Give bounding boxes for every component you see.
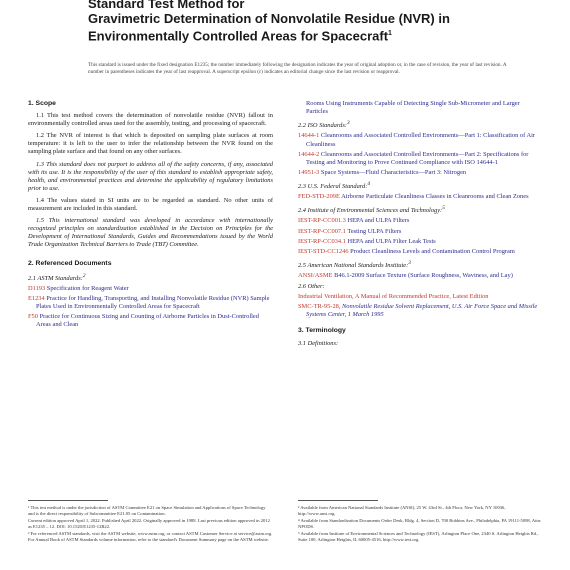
ref-f50[interactable]: F50 Practice for Continuous Sizing and Counting of Airborne Particles in Dust-Controlled Areas and Clean (28, 313, 259, 329)
scope-para-1-1: 1.1 This test method covers the determination of nonvolatile residue (NVR) fallout in environmentally controlled areas used for the assembly, testing, and processing of spacecraft. (28, 112, 273, 128)
ref-f50-continuation[interactable]: Rooms Using Instruments Capable of Detecting Single Sub-Micrometer and Larger Particles (306, 100, 520, 116)
ref-fed-std-209e[interactable]: FED-STD-209E Airborne Particulate Cleanliness Classes in Cleanrooms and Clean Zones (298, 193, 529, 201)
us-heading: 2.3 U.S. Federal Standard:$^4$ (298, 180, 371, 190)
scope-para-1-3: 1.3 This standard does not purport to address all of the safety concerns, if any, associated with its use. It is the responsibility of the user of this standard to establish appropriate safety, health, and environmental practices and determine the applicability of regulatory limitations prior to use. (28, 160, 273, 192)
refdocs-heading: 2. Referenced Documents (28, 259, 112, 267)
title-line-3: Environmentally Controlled Areas for Spacecraft$^1$ (88, 28, 392, 44)
left-column (28, 100, 273, 331)
iest-heading: 2.4 Institute of Environmental Sciences and Technology:$^5$ (298, 205, 445, 215)
footnote-4: ⁴ Available from Standardization Documents Order Desk, Bldg. 4, Section D, 700 Robbins Ave., Philadelphia, PA 19111-5098, Attn: NPODS. (298, 518, 542, 529)
footnote-rule-left (28, 500, 108, 501)
title-footnote-mark: 1 (388, 30, 392, 37)
scope-para-1-4: 1.4 The values stated in SI units are to be regarded as standard. No other units of measurement are included in this standard. (28, 196, 273, 213)
terminology-heading: 3. Terminology (298, 327, 346, 335)
iso-heading: 2.2 ISO Standards:$^3$ (298, 120, 350, 130)
ref-e1234[interactable]: E1234 Practice for Handling, Transporting, and Installing Nonvolatile Residue (NVR) Sample Plates Used in Environmentally Controlled Areas for Spacecraft (28, 294, 270, 310)
footnote-1-edition: Current edition approved April 1, 2022. Published April 2022. Originally approved in 1988. Last previous edition approved in 2012 as E1235 – 12. DOI: 10.1520/E1235-12R22. (28, 518, 270, 529)
other-heading: 2.6 Other: (298, 283, 325, 291)
definitions-heading: 3.1 Definitions: (298, 339, 339, 347)
scope-heading: 1. Scope (28, 100, 56, 107)
ref-iso-14951-3[interactable]: 14951-3 Space Systems—Fluid Characteristics—Part 3: Nitrogen (298, 168, 467, 176)
document-title (88, 0, 488, 43)
title-line-2: Gravimetric Determination of Nonvolatile Residue (NVR) in (88, 11, 450, 26)
footnote-rule-right (298, 500, 378, 501)
scope-para-1-5: 1.5 This international standard was developed in accordance with internationally recognized principles on standardization established in the Decision on Principles for the Development of International Standards, Guides and Recommendations issued by the World Trade Organization Technical Barriers to Trade (TBT) Committee. (28, 217, 273, 249)
footnotes-right (298, 505, 543, 545)
ref-iso-14644-1[interactable]: 14644-1 Cleanrooms and Associated Controlled Environments—Part 1: Classification of Air Cleanliness (298, 132, 535, 148)
ref-d1193[interactable]: D1193 Specification for Reagent Water (28, 284, 129, 292)
ref-industrial-ventilation[interactable]: Industrial Ventilation, A Manual of Recommended Practice, Latest Edition (298, 293, 489, 301)
astm-heading: 2.1 ASTM Standards:$^2$ (28, 272, 86, 282)
designation-notice: This standard is issued under the fixed designation E1235; the number immediately following the designation indicates the year of original adoption or, in the case of revision, the year of last revision. A number in parentheses indicates the year of last reapproval. A superscript epsilon (ε) indicates an editorial change since the last revision or reapproval. (88, 62, 507, 75)
ref-iest-cc007[interactable]: IEST-RP-CC007.1 Testing ULPA Filters (298, 227, 402, 235)
ref-iest-cc1246[interactable]: IEST-STD-CC1246 Product Cleanliness Levels and Contamination Control Program (298, 247, 515, 255)
footnote-3: ³ Available from American National Standards Institute (ANSI), 25 W. 43rd St., 4th Floor, New York, NY 10036, http://www.ansi.org. (298, 505, 506, 516)
ref-iest-cc034[interactable]: IEST-RP-CC034.1 HEPA and ULPA Filter Leak Tests (298, 237, 436, 245)
right-column (298, 100, 543, 350)
footnote-5: ⁵ Available from Institute of Environmental Sciences and Technology (IEST), Arlington Place One, 2340 S. Arlington Heights Rd., Suite 100, Arlington Heights, IL 60005-4516, http://www.iest.org. (298, 531, 539, 542)
scope-para-1-2: 1.2 The NVR of interest is that which is deposited on sampling plate surfaces at room temperature: it is left to the user to infer the relationship between the NVR found on the sampling plate surface and that found on any other surfaces. (28, 132, 273, 156)
footnotes-left (28, 505, 273, 545)
footnote-2: ² For referenced ASTM standards, visit the ASTM website, www.astm.org, or contact ASTM Customer Service at service@astm.org. For Annual Book of ASTM Standards volume information, refer to the standard's Document Summary page on the ASTM website. (28, 531, 273, 542)
title-line-1: Standard Test Method for (88, 0, 245, 11)
ansi-heading: 2.5 American National Standards Institute:$^3$ (298, 259, 411, 269)
ref-smc-tr-95-28[interactable]: SMC-TR-95-28, Nonvolatile Residue Solvent Replacement, U.S. Air Force Space and Missile Systems Center, 1 March 1995 (298, 303, 538, 319)
footnote-1: ¹ This test method is under the jurisdiction of ASTM Committee E21 on Space Simulation and Applications of Space Technology and is the direct responsibility of Subcommittee E21.05 on Contamination. (28, 505, 266, 516)
ref-iest-cc001[interactable]: IEST-RP-CC001.3 HEPA and ULPA Filters (298, 217, 410, 225)
ref-ansi-b46[interactable]: ANSI/ASME B46.1-2009 Surface Texture (Surface Roughness, Waviness, and Lay) (298, 272, 513, 279)
ref-iso-14644-2[interactable]: 14644-2 Cleanrooms and Associated Controlled Environments—Part 2: Specifications for Testing and Monitoring to Prove Continued Compliance with ISO 14644-1 (298, 150, 529, 166)
